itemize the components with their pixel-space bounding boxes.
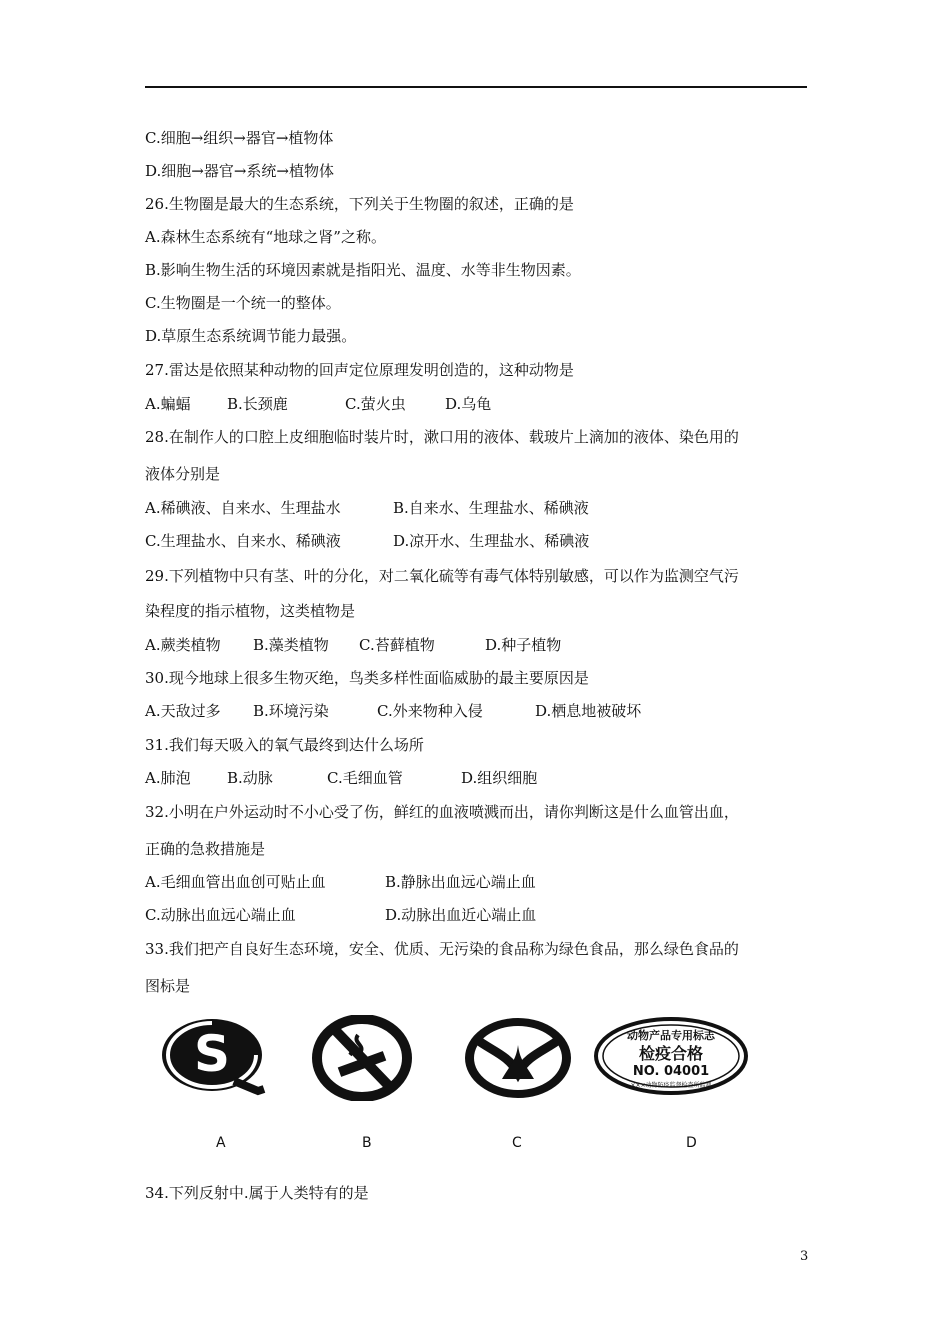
q31-option-c: C.毛细血管: [327, 769, 403, 787]
question-26: 26.生物圈是最大的生态系统，下列关于生物圈的叙述，正确的是: [145, 195, 574, 213]
question-32-line1: 32.小明在户外运动时不小心受了伤，鲜红的血液喷溅而出，请你判断这是什么血管出血，: [145, 803, 739, 821]
question-32-line2: 正确的急救措施是: [145, 840, 266, 858]
stamp-text-top: 动物产品专用标志: [627, 1029, 715, 1042]
green-food-icon: [462, 1015, 574, 1101]
question-31: 31.我们每天吸入的氧气最终到达什么场所: [145, 736, 424, 754]
question-30: 30.现今地球上很多生物灭绝，鸟类多样性面临威胁的最主要原因是: [145, 669, 589, 687]
q27-option-d: D.乌龟: [445, 395, 492, 413]
quarantine-stamp-icon: [592, 1015, 750, 1097]
header-rule: [145, 86, 807, 88]
q30-option-a: A.天敌过多: [145, 702, 221, 720]
q29-option-b: B.藻类植物: [253, 636, 329, 654]
q27-option-a: A.蝙蝠: [145, 395, 191, 413]
q32-option-d: D.动脉出血近心端止血: [385, 906, 537, 924]
q28-option-c: C.生理盐水、自来水、稀碘液: [145, 532, 341, 550]
stamp-text-mid: 检疫合格: [638, 1044, 704, 1063]
quality-s-icon: [160, 1015, 268, 1097]
logo-label-c: C: [512, 1135, 522, 1151]
page-number: 3: [800, 1249, 809, 1264]
question-33-line2: 图标是: [145, 977, 191, 995]
question-29-line2: 染程度的指示植物，这类植物是: [145, 602, 356, 620]
q26-option-a: A.森林生态系统有“地球之肾”之称。: [145, 228, 386, 246]
stamp-text-bottom: ×××动物防疫监督检查所监制: [630, 1082, 712, 1089]
q30-option-d: D.栖息地被破坏: [535, 702, 642, 720]
stamp-text-no: NO. 04001: [632, 1064, 710, 1079]
q29-option-c: C.苔藓植物: [359, 636, 435, 654]
logo-label-d: D: [686, 1135, 697, 1151]
q25-option-c: C.细胞→组织→器官→植物体: [145, 129, 334, 147]
question-27: 27.雷达是依照某种动物的回声定位原理发明创造的，这种动物是: [145, 361, 574, 379]
question-33-line1: 33.我们把产自良好生态环境，安全、优质、无污染的食品称为绿色食品，那么绿色食品的: [145, 940, 739, 958]
question-28-line2: 液体分别是: [145, 465, 221, 483]
q32-option-b: B.静脉出血远心端止血: [385, 873, 536, 891]
q26-option-c: C.生物圈是一个统一的整体。: [145, 294, 341, 312]
q32-option-c: C.动脉出血远心端止血: [145, 906, 296, 924]
q26-option-d: D.草原生态系统调节能力最强。: [145, 327, 357, 345]
q32-option-a: A.毛细血管出血创可贴止血: [145, 873, 326, 891]
q29-option-d: D.种子植物: [485, 636, 562, 654]
q25-option-d: D.细胞→器官→系统→植物体: [145, 162, 334, 180]
q31-option-a: A.肺泡: [145, 769, 191, 787]
question-29-line1: 29.下列植物中只有茎、叶的分化，对二氧化硫等有毒气体特别敏感，可以作为监测空气污: [145, 567, 739, 585]
q29-option-a: A.蕨类植物: [145, 636, 221, 654]
q28-option-a: A.稀碘液、自来水、生理盐水: [145, 499, 341, 517]
q26-option-b: B.影响生物生活的环境因素就是指阳光、温度、水等非生物因素。: [145, 261, 581, 279]
q27-option-b: B.长颈鹿: [227, 395, 288, 413]
question-34: 34.下列反射中.属于人类特有的是: [145, 1184, 369, 1202]
question-28-line1: 28.在制作人的口腔上皮细胞临时装片时，漱口用的液体、载玻片上滴加的液体、染色用的: [145, 428, 739, 446]
q28-option-d: D.凉开水、生理盐水、稀碘液: [393, 532, 590, 550]
logo-label-b: B: [362, 1135, 372, 1151]
no-smoking-icon: [312, 1015, 412, 1101]
svg-text:S: S: [193, 1025, 231, 1083]
logo-label-a: A: [216, 1135, 226, 1151]
q30-option-b: B.环境污染: [253, 702, 329, 720]
q31-option-d: D.组织细胞: [461, 769, 538, 787]
q30-option-c: C.外来物种入侵: [377, 702, 483, 720]
q28-option-b: B.自来水、生理盐水、稀碘液: [393, 499, 589, 517]
q31-option-b: B.动脉: [227, 769, 273, 787]
q27-option-c: C.萤火虫: [345, 395, 406, 413]
